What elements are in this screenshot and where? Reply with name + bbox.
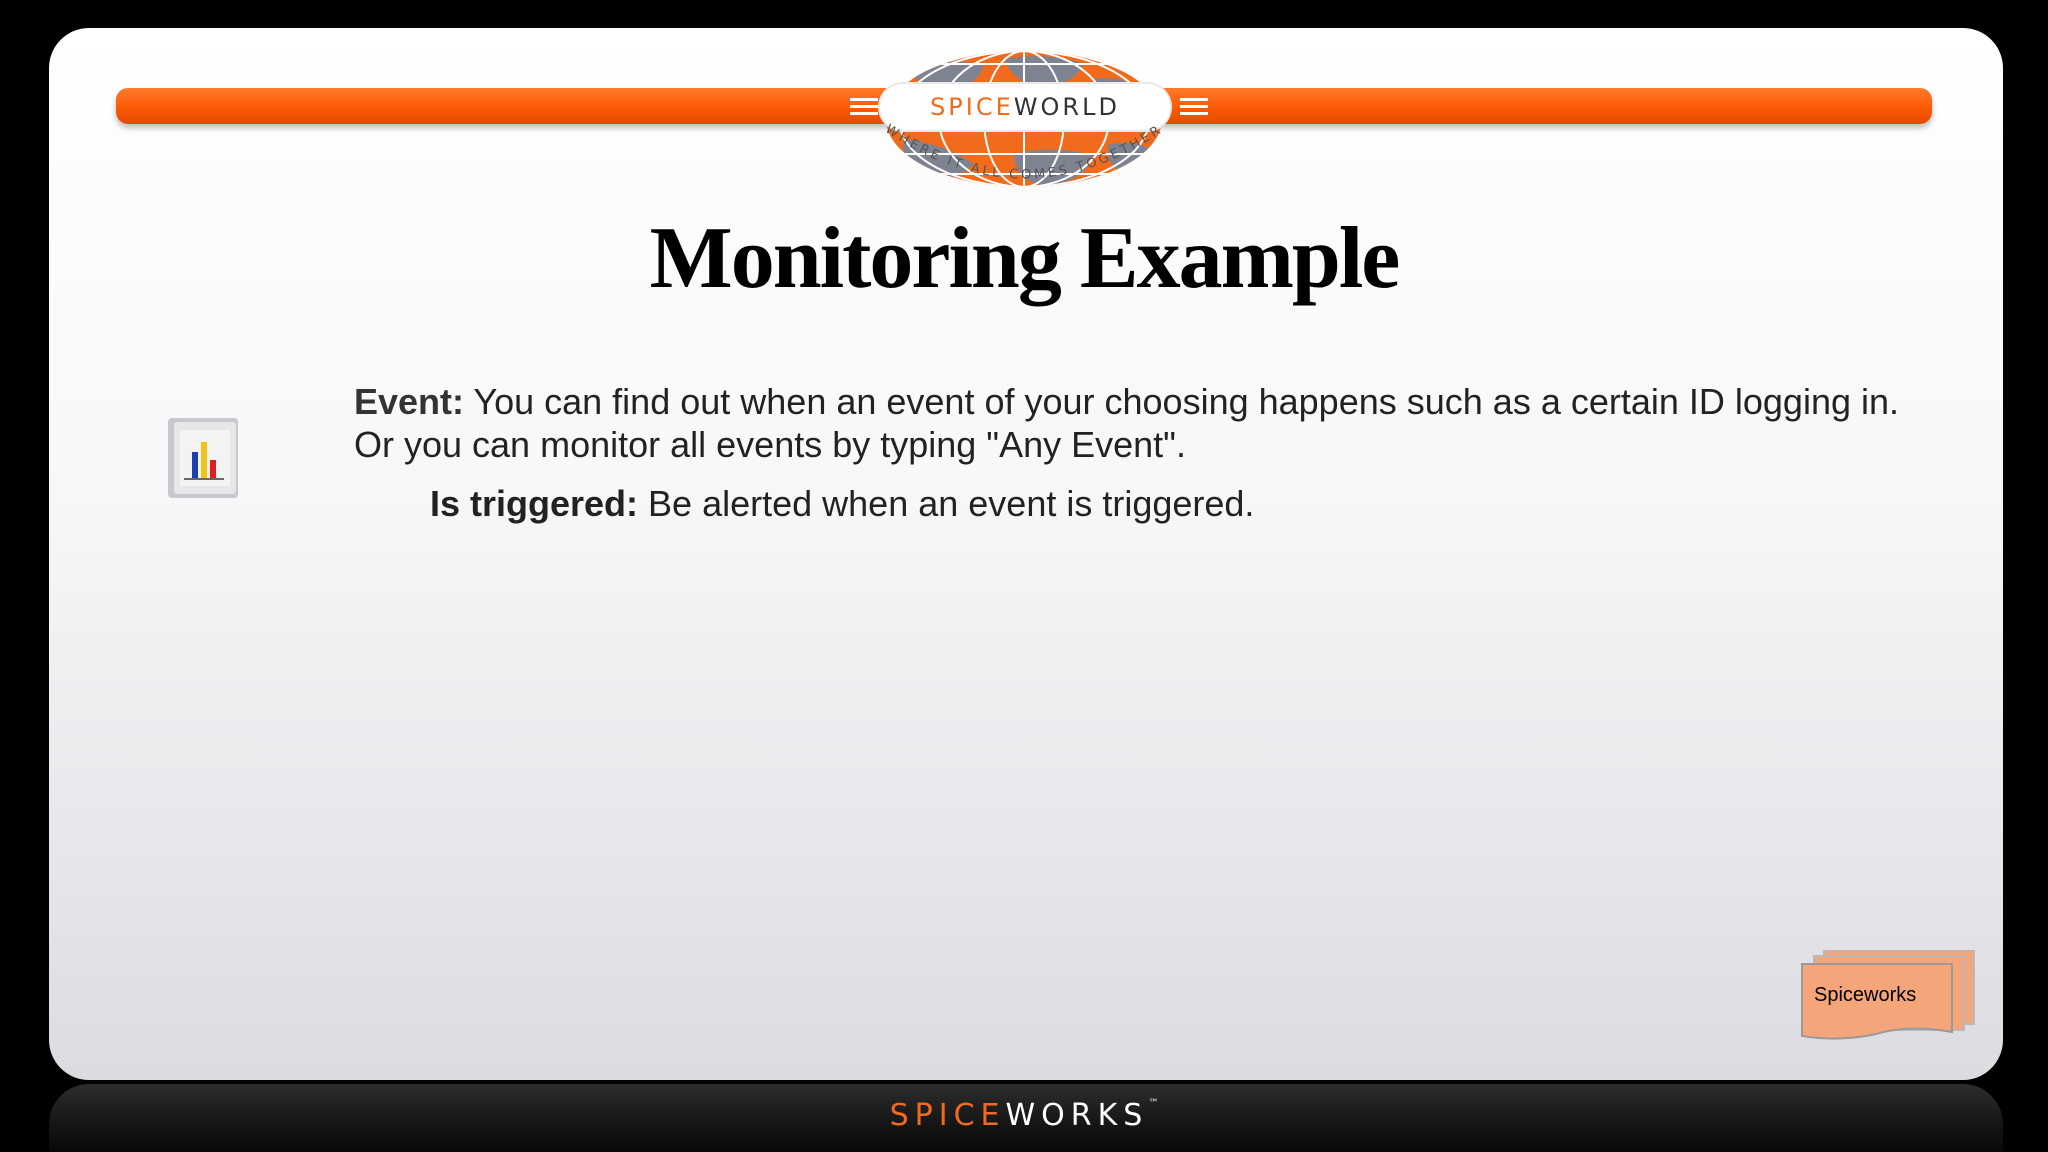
event-text: You can find out when an event of your choosing happens such as a certain ID logging in. Or you can monitor all events by typing "Any Event". — [354, 381, 1900, 465]
note-label: Spiceworks — [1814, 984, 1917, 1006]
logo-lines-left-icon — [850, 96, 880, 116]
trigger-label: Is triggered: — [430, 483, 639, 524]
event-paragraph — [354, 380, 1934, 466]
event-label: Event: — [354, 381, 465, 422]
trigger-paragraph — [430, 482, 1930, 525]
trigger-text: Be alerted when an event is triggered. — [638, 483, 1255, 524]
footer-spice-text: SPICE — [889, 1098, 1006, 1133]
logo-spice-text: SPICE — [930, 93, 1014, 121]
tagline — [874, 120, 1174, 200]
slide-title: Monitoring Example — [649, 210, 1399, 307]
logo-world-text: WORLD — [1013, 93, 1120, 121]
tagline-text: WHERE IT ALL COMES TOGETHER — [882, 121, 1166, 183]
logo-lines-right-icon — [1178, 96, 1208, 116]
svg-text:WHERE IT ALL COMES TOGETHER — [882, 122, 1165, 183]
footer-works-text: WORKS — [1005, 1098, 1149, 1133]
bar-chart-icon — [166, 416, 242, 502]
footer-trademark: ™ — [1148, 1098, 1159, 1109]
spiceworks-footer-logo — [0, 1098, 2048, 1133]
